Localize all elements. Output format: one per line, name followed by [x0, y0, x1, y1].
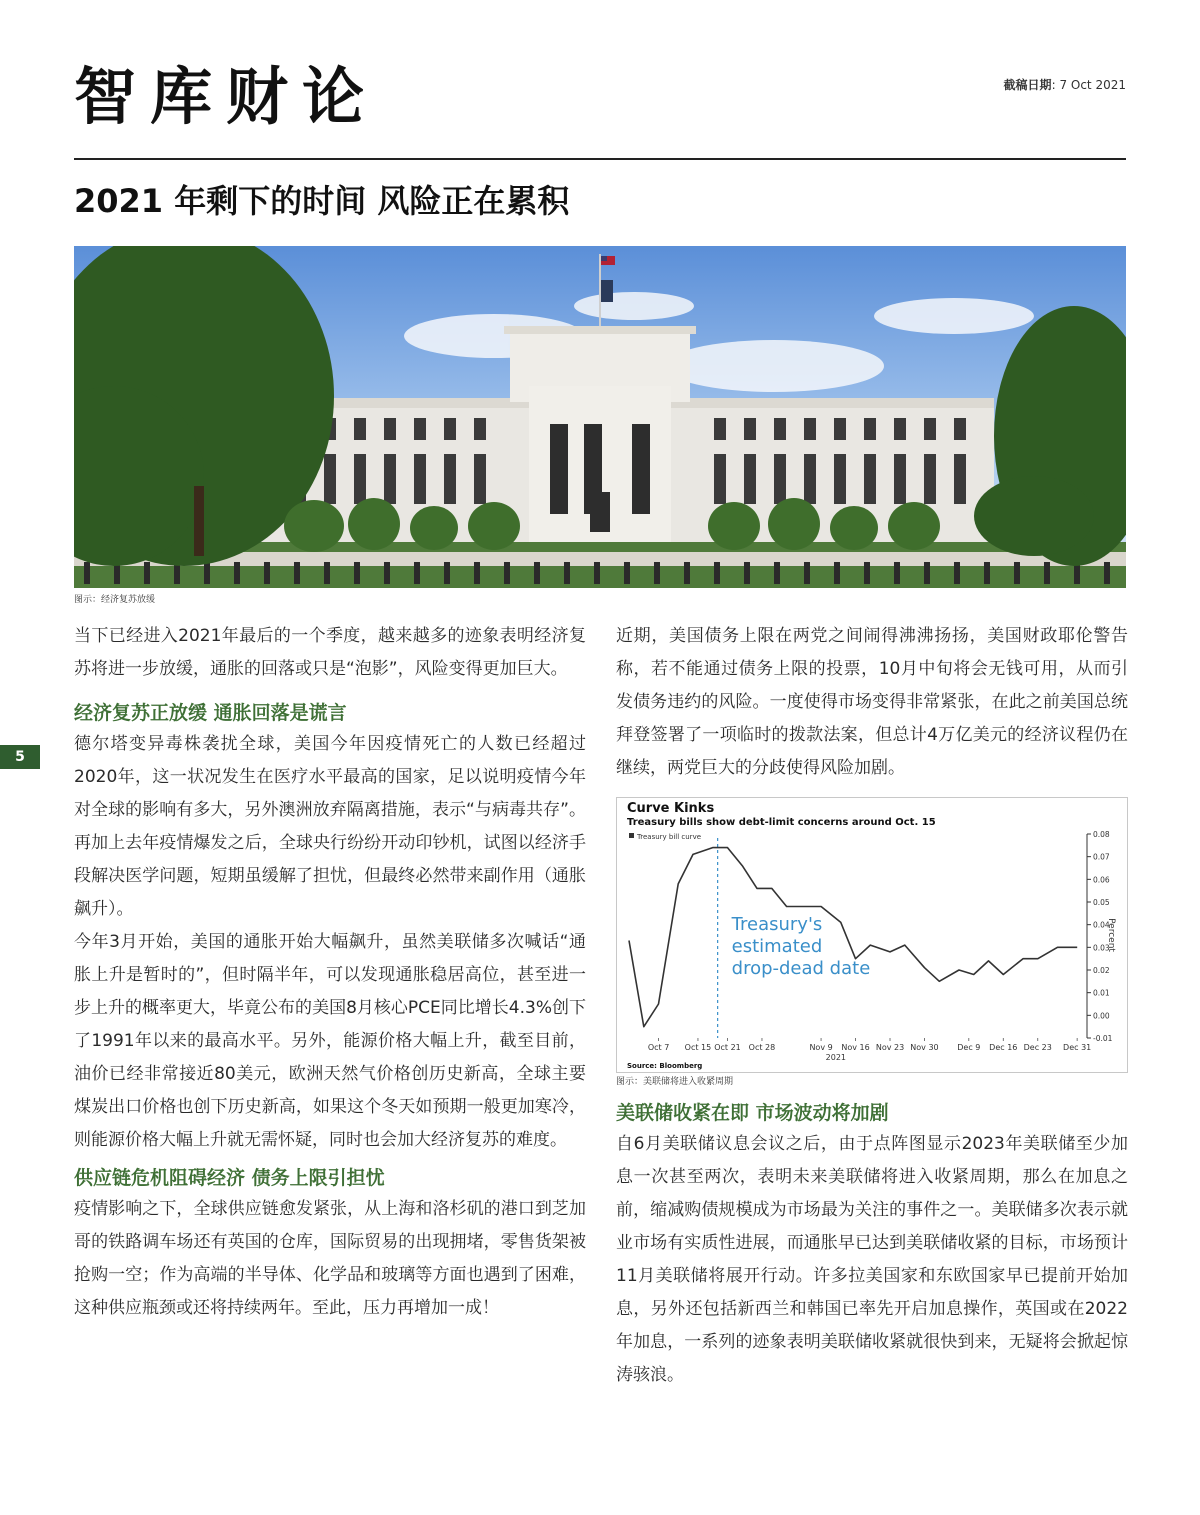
chart-source: Source: Bloomberg [627, 1062, 703, 1070]
series-line-treasury-bill-curve [629, 848, 1077, 1027]
x-year-label: 2021 [825, 1053, 847, 1062]
y-tick-label: 0.03 [1093, 943, 1110, 953]
y-tick-label: 0.00 [1093, 1011, 1110, 1021]
x-tick-label: Oct 21 [714, 1043, 741, 1052]
y-axis-label: Percent [1106, 918, 1116, 952]
chart-plot-area [629, 830, 1113, 1062]
x-tick-label: Nov 16 [841, 1043, 870, 1052]
y-tick-label: 0.07 [1093, 852, 1110, 862]
annotation-text: estimated [731, 936, 823, 957]
left-column [74, 620, 586, 1325]
y-tick-label: -0.01 [1093, 1034, 1113, 1043]
chart-title: Curve Kinks [627, 801, 715, 816]
y-tick-label: 0.06 [1093, 875, 1110, 885]
chart-subtitle: Treasury bills show debt-limit concerns around Oct. 15 [627, 817, 936, 828]
chart-caption: 图示：美联储将进入收紧周期 [616, 1077, 734, 1087]
x-tick-label: Oct 15 [684, 1043, 712, 1052]
hero-illustration [74, 246, 1126, 588]
deadline-separator: : [1051, 78, 1056, 92]
y-tick-label: 0.02 [1093, 966, 1110, 975]
x-tick-label: Nov 9 [809, 1043, 833, 1052]
section2-paragraph-1: 疫情影响之下，全球供应链愈发紧张，从上海和洛杉矶的港口到芝加哥的铁路调车场还有英国的仓库，国际贸易的出现拥堵，零售货架被抢购一空；作为高端的半导体、化学品和玻璃等方面也遇到了困难，这种供应瓶颈或还将持续两年。至此，压力再增加一成！ [74, 1199, 586, 1318]
x-tick-label: Dec 16 [989, 1043, 1018, 1052]
deadline [1004, 76, 1126, 93]
x-tick-label: Dec 9 [957, 1043, 981, 1052]
chart-canvas [617, 798, 1127, 1072]
hero-image-federal-reserve [74, 246, 1126, 588]
legend-swatch [629, 833, 634, 838]
y-tick-label: 0.01 [1093, 988, 1110, 998]
x-tick-label: Oct 7 [647, 1043, 670, 1052]
legend-label: Treasury bill curve [637, 833, 702, 841]
hero-caption: 图示：经济复苏放缓 [74, 595, 156, 605]
section-heading-supply-chain: 供应链危机阻碍经济 债务上限引担忧 [74, 1167, 385, 1189]
x-tick-label: Nov 23 [875, 1043, 905, 1052]
curve-kinks-chart [616, 797, 1128, 1073]
x-tick-label: Oct 28 [748, 1043, 776, 1052]
section1-paragraph-1: 德尔塔变异毒株袭扰全球，美国今年因疫情死亡的人数已经超过2020年，这一状况发生在医疗水平最高的国家，足以说明疫情今年对全球的影响有多大，另外澳洲放弃隔离措施，表示“与病毒共存”。再加上去年疫情爆发之后，全球央行纷纷开动印钞机，试图以经济手段解决医学问题，短期虽缓解了担忧，但最终必然带来副作用（通胀飙升）。 [74, 734, 586, 919]
y-tick-label: 0.04 [1093, 920, 1110, 930]
section1-paragraph-2: 今年3月开始，美国的通胀开始大幅飙升，虽然美联储多次喊话“通胀上升是暂时的”，但时隔半年，可以发现通胀稳居高位，甚至进一步上升的概率更大，毕竟公布的美国8月核心PCE同比增长4.3%创下了1991年以来的最高水平。另外，能源价格大幅上升，截至目前，油价已经非常接近80美元，欧洲天然气价格创历史新高，全球主要煤炭出口价格也创下历史新高，如果这个冬天如预期一般更加寒冷，则能源价格大幅上升就无需怀疑，同时也会加大经济复苏的难度。 [74, 932, 586, 1150]
annotation-text: drop-dead date [731, 958, 871, 979]
y-tick-label: 0.08 [1093, 830, 1110, 839]
header-divider [74, 158, 1126, 160]
section3-paragraph-1: 自6月美联储议息会议之后，由于点阵图显示2023年美联储至少加息一次甚至两次，表明未来美联储将进入收紧周期，那么在加息之前，缩减购债规模成为市场最为关注的事件之一。美联储多次表示就业市场有实质性进展，而通胀早已达到美联储收紧的目标，市场预计11月美联储将展开行动。许多拉美国家和东欧国家早已提前开始加息，另外还包括新西兰和韩国已率先开启加息操作，英国或在2022年加息，一系列的迹象表明美联储收紧就很快到来，无疑将会掀起惊涛骇浪。 [616, 1134, 1128, 1385]
y-tick-label: 0.05 [1093, 898, 1110, 907]
section-heading-fed-tightening: 美联储收紧在即 市场波动将加剧 [616, 1102, 889, 1124]
x-tick-label: Nov 30 [910, 1043, 939, 1052]
deadline-label: 截稿日期 [1003, 78, 1052, 92]
annotation-text: Treasury's [731, 914, 823, 935]
section-heading-recovery: 经济复苏正放缓 通胀回落是谎言 [74, 702, 347, 724]
x-tick-label: Dec 23 [1023, 1043, 1052, 1052]
right-column [616, 620, 1128, 1392]
deadline-value: 7 Oct 2021 [1059, 78, 1126, 92]
x-tick-label: Dec 31 [1063, 1043, 1092, 1052]
article-title: 2021 年剩下的时间 风险正在累积 [74, 182, 570, 220]
intro-paragraph: 当下已经进入2021年最后的一个季度，越来越多的迹象表明经济复苏将进一步放缓，通胀的回落或只是“泡影”，风险变得更加巨大。 [74, 626, 586, 679]
page-number-badge: 5 [0, 745, 40, 769]
masthead-title: 智库财论 [74, 60, 379, 133]
debt-limit-paragraph: 近期，美国债务上限在两党之间闹得沸沸扬扬，美国财政耶伦警告称，若不能通过债务上限的投票，10月中旬将会无钱可用，从而引发债务违约的风险。一度使得市场变得非常紧张，在此之前美国总统拜登签署了一项临时的拨款法案，但总计4万亿美元的经济议程仍在继续，两党巨大的分歧使得风险加剧。 [616, 626, 1128, 778]
